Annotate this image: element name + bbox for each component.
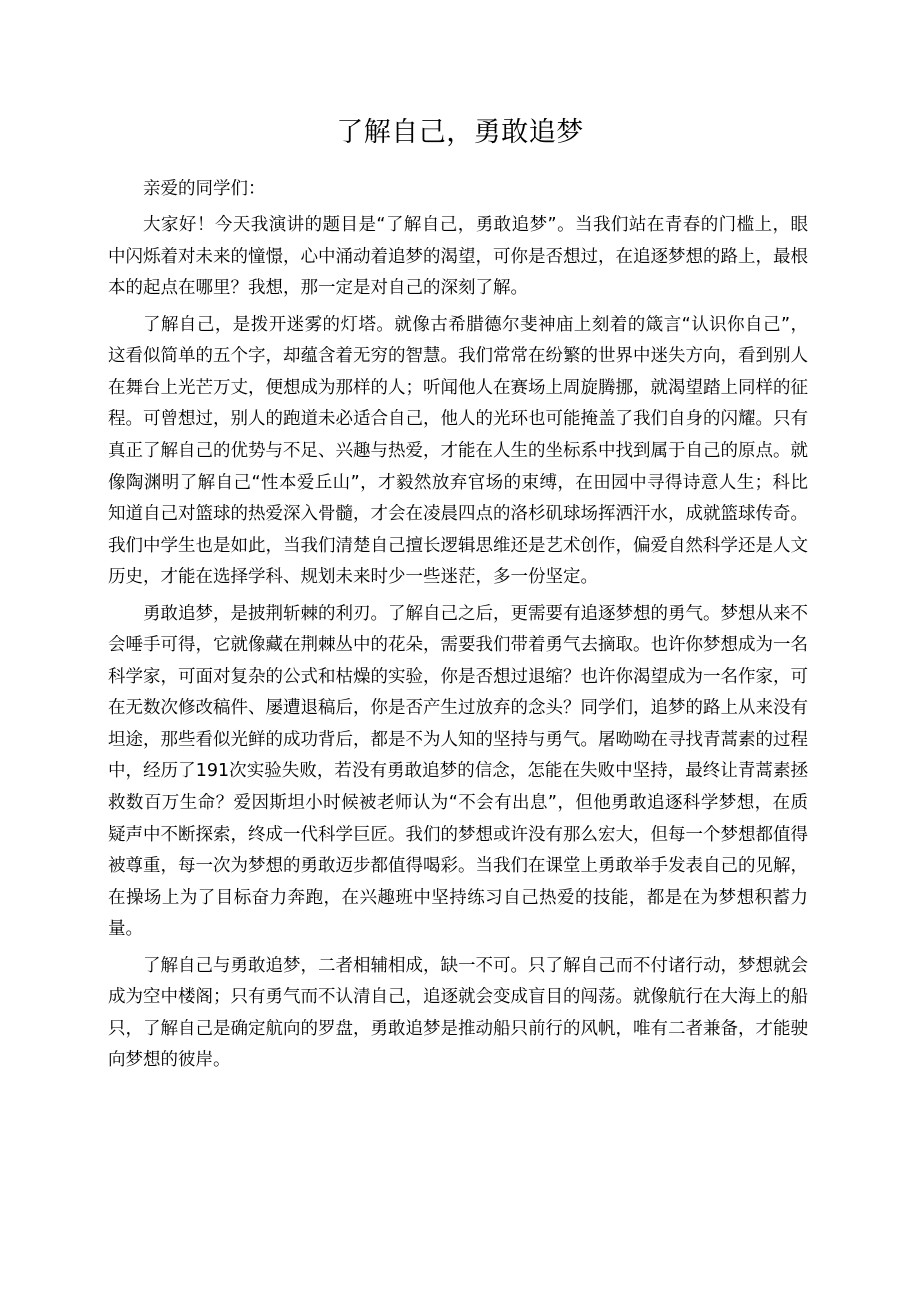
salutation: 亲爱的同学们： (143, 179, 266, 199)
paragraph-1: 大家好！今天我演讲的题目是“了解自己，勇敢追梦”。当我们站在青春的门槛上，眼中闪烁着对未来的憧憬，心中涌动着追梦的渴望，可你是否想过，在追逐梦想的路上，最根本的起点在哪里？我想，那一定是对自己的深刻了解。 (108, 215, 808, 299)
paragraph-2: 了解自己，是拨开迷雾的灯塔。就像古希腊德尔斐神庙上刻着的箴言“认识你自己”，这看似简单的五个字，却蕴含着无穷的智慧。我们常常在纷繁的世界中迷失方向，看到别人在舞台上光芒万丈，便想成为那样的人；听闻他人在赛场上周旋腾挪，就渴望踏上同样的征程。可曾想过，别人的跑道未必适合自己，他人的光环也可能掩盖了我们自身的闪耀。只有真正了解自己的优势与不足、兴趣与热爱，才能在人生的坐标系中找到属于自己的原点。就像陶渊明了解自己“性本爱丘山”，才毅然放弃官场的束缚，在田园中寻得诗意人生；科比知道自己对篮球的热爱深入骨髓，才会在凌晨四点的洛杉矶球场挥洒汗水，成就篮球传奇。我们中学生也是如此，当我们清楚自己擅长逻辑思维还是艺术创作，偏爱自然科学还是人文历史，才能在选择学科、规划未来时少一些迷茫，多一份坚定。 (108, 314, 808, 588)
paragraph-4: 了解自己与勇敢追梦，二者相辅相成，缺一不可。只了解自己而不付诸行动，梦想就会成为空中楼阁；只有勇气而不认清自己，追逐就会变成盲目的闯荡。就像航行在大海上的船只，了解自己是确定航向的罗盘，勇敢追梦是推动船只前行的风帆，唯有二者兼备，才能驶向梦想的彼岸。 (108, 955, 808, 1071)
document-body (108, 174, 808, 1077)
document-title: 了解自己，勇敢追梦 (336, 117, 584, 148)
paragraph-3: 勇敢追梦，是披荆斩棘的利刃。了解自己之后，更需要有追逐梦想的勇气。梦想从来不会唾手可得，它就像藏在荆棘丛中的花朵，需要我们带着勇气去摘取。也许你梦想成为一名科学家，可面对复杂的公式和枯燥的实验，你是否想过退缩？也许你渴望成为一名作家，可在无数次修改稿件、屡遭退稿后，你是否产生过放弃的念头？同学们，追梦的路上从来没有坦途，那些看似光鲜的成功背后，都是不为人知的坚持与勇气。屠呦呦在寻找青蒿素的过程中，经历了191次实验失败，若没有勇敢追梦的信念，怎能在失败中坚持，最终让青蒿素拯救数百万生命？爱因斯坦小时候被老师认为“不会有出息”，但他勇敢追逐科学梦想，在质疑声中不断探索，终成一代科学巨匠。我们的梦想或许没有那么宏大，但每一个梦想都值得被尊重，每一次为梦想的勇敢迈步都值得喝彩。当我们在课堂上勇敢举手发表自己的见解，在操场上为了目标奋力奔跑，在兴趣班中坚持练习自己热爱的技能，都是在为梦想积蓄力量。 (108, 603, 808, 940)
